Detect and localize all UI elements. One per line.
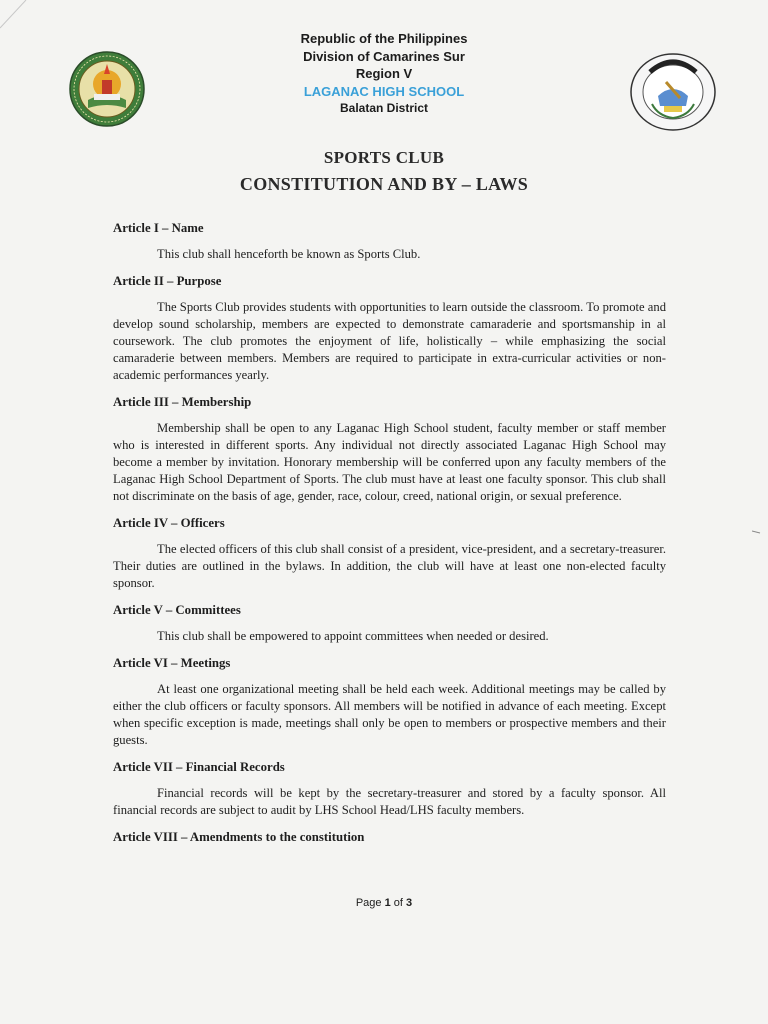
article-text: The Sports Club provides students with opportunities to learn outside the classroom. To promote and develop sound scholarship, members are expected to demonstrate camaraderie and sportsmanship in al coursework. The club promotes the enjoyment of life, holistically – while emphasizing the social camaraderie between members. Members are required to participate in extra-curricular activities or non-academic performances yearly. (113, 300, 666, 382)
constitution-body (113, 220, 666, 855)
page-fold-mark (0, 0, 30, 30)
page-total: 3 (406, 897, 413, 909)
page-current: 1 (384, 897, 391, 909)
article-section (113, 759, 666, 819)
article-section (113, 273, 666, 384)
page-of: of (393, 897, 403, 909)
letterhead-school: LAGANAC HIGH SCHOOL (303, 83, 465, 99)
article-heading: Article VIII – Amendments to the constitution (113, 830, 365, 844)
article-text: This club shall be empowered to appoint committees when needed or desired. (157, 629, 549, 643)
article-heading: Article V – Committees (113, 603, 241, 617)
letterhead-district: Balatan District (339, 101, 429, 115)
deped-seal-icon (68, 50, 146, 128)
article-section (113, 655, 666, 749)
article-text: At least one organizational meeting shall be held each week. Additional meetings may be called by either the club officers or faculty sponsors. All members will be notified in advance of each meeting. Except when specific exception is made, meetings shall only be open to members or prospective members and their guests. (113, 682, 666, 747)
article-text: Financial records will be kept by the secretary-treasurer and stored by a faculty sponsor. All financial records are subject to audit by LHS School Head/LHS faculty members. (113, 786, 666, 817)
article-section (113, 394, 666, 505)
title-line-2: CONSTITUTION AND BY – LAWS (239, 174, 529, 194)
scan-speck (752, 528, 762, 534)
article-section (113, 220, 666, 263)
article-section (113, 829, 666, 846)
document-title (184, 144, 584, 198)
article-section (113, 515, 666, 592)
article-heading: Article III – Membership (113, 395, 252, 409)
page-number (300, 897, 468, 909)
article-text: Membership shall be open to any Laganac High School student, faculty member or staff member who is interested in different sports. Any individual not directly associated Laganac High School may become a member by invitation. Honorary membership will be conferred upon any faculty members of the Laganac High School Department of Sports. The club must have at least one faculty sponsor. This club shall not discriminate on the basis of age, gender, race, colour, creed, national origin, or sexual preference. (113, 421, 666, 503)
letterhead (184, 30, 584, 118)
page-label: Page (355, 897, 382, 909)
article-heading: Article VI – Meetings (113, 656, 231, 670)
letterhead-country: Republic of the Philippines (300, 31, 468, 46)
letterhead-region: Region V (355, 66, 413, 81)
article-text: The elected officers of this club shall consist of a president, vice-president, and a secretary-treasurer. Their duties are outlined in the bylaws. In addition, the club will have at least one non-elected faculty sponsor. (113, 542, 666, 590)
article-heading: Article IV – Officers (113, 516, 225, 530)
school-seal-icon (628, 52, 718, 132)
letterhead-division: Division of Camarines Sur (303, 48, 465, 64)
article-text: This club shall henceforth be known as Sports Club. (157, 247, 421, 261)
title-line-1: SPORTS CLUB (323, 148, 445, 167)
article-heading: Article II – Purpose (113, 274, 222, 288)
article-heading: Article VII – Financial Records (113, 760, 285, 774)
article-heading: Article I – Name (113, 221, 204, 235)
article-section (113, 602, 666, 645)
